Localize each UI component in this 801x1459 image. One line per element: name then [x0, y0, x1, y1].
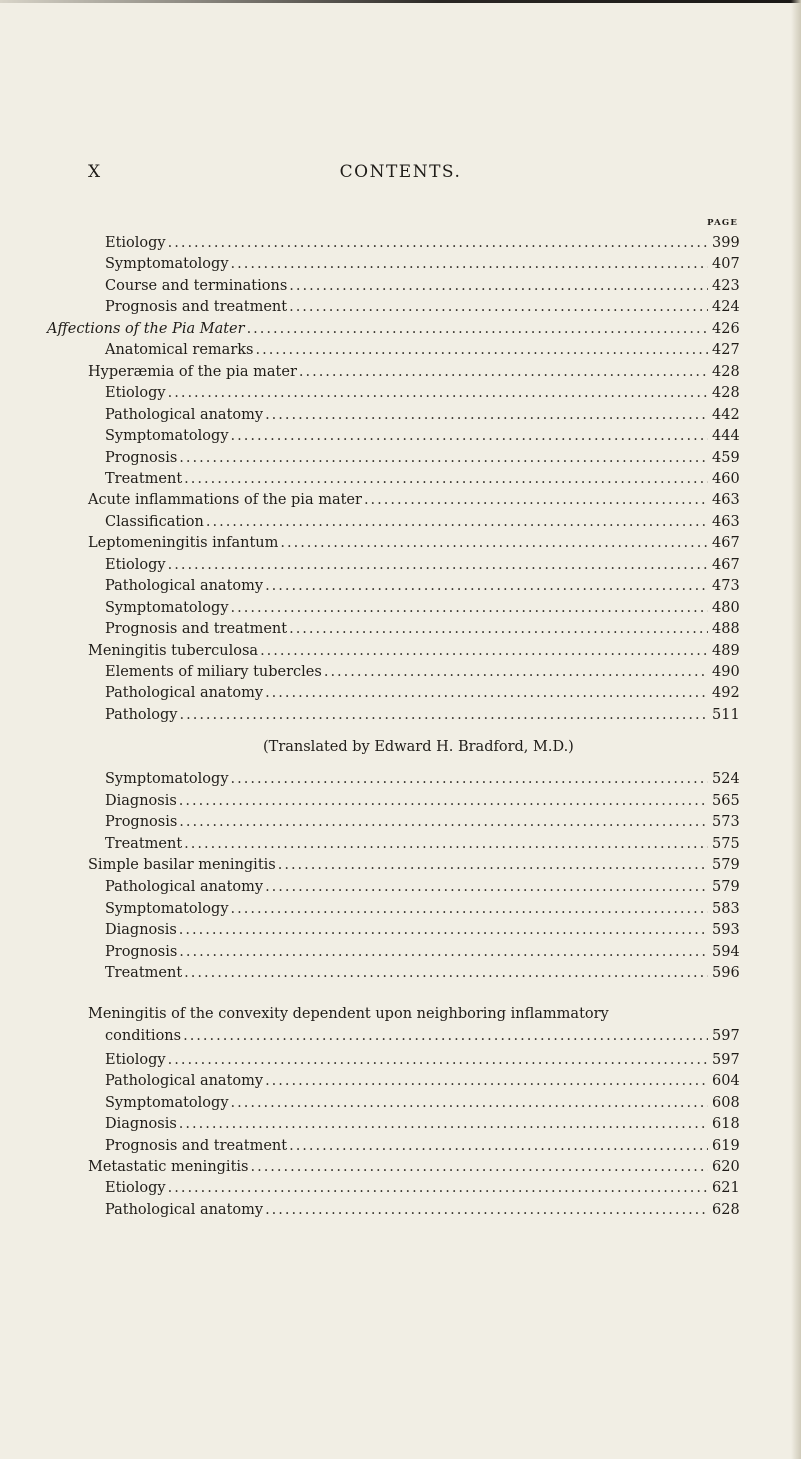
- toc-entry-page: 573: [712, 814, 740, 831]
- toc-entry-label: Symptomatology: [105, 900, 229, 917]
- dot-leader: [231, 898, 708, 920]
- toc-entry: [105, 941, 738, 963]
- dot-leader: [168, 232, 708, 254]
- dot-leader: [180, 704, 709, 726]
- toc-entry-label: Acute inflammations of the pia mater: [88, 492, 362, 509]
- toc-entry: [105, 1070, 738, 1092]
- toc-entry: [105, 296, 738, 318]
- toc-entry: [105, 404, 738, 426]
- dot-leader: [179, 1113, 708, 1135]
- page-top-edge: [0, 0, 801, 3]
- toc-entry: [105, 253, 738, 275]
- toc-entry-page: 463: [712, 492, 740, 509]
- toc-entry-page: 463: [712, 513, 740, 530]
- toc-entry-page: 593: [712, 922, 740, 939]
- toc-entry-page: 460: [712, 470, 740, 487]
- toc-entry-page: 628: [712, 1201, 740, 1218]
- toc-entry: [105, 704, 738, 726]
- toc-entry: [105, 275, 738, 297]
- dot-leader: [289, 618, 708, 640]
- dot-leader: [231, 253, 708, 275]
- toc-entry-label: Hyperæmia of the pia mater: [88, 363, 297, 380]
- toc-entry: [105, 447, 738, 469]
- toc-entry: [105, 554, 738, 576]
- toc-entry-page: 524: [712, 771, 740, 787]
- toc-entry: [105, 425, 738, 447]
- toc-entry: [105, 962, 738, 984]
- dot-leader: [265, 682, 708, 704]
- toc-entry-page: 399: [712, 235, 740, 251]
- toc-entry-label: Etiology: [105, 1180, 166, 1197]
- toc-entry-label: Symptomatology: [105, 771, 229, 787]
- toc-entry-page: 407: [712, 256, 740, 273]
- dot-leader: [265, 404, 708, 426]
- toc-entry-label: Course and terminations: [105, 277, 288, 294]
- toc-entry-page: 459: [712, 449, 740, 466]
- toc-entry-page: 621: [712, 1180, 740, 1197]
- toc-entry-label: Symptomatology: [105, 1094, 229, 1111]
- toc-entry: [105, 339, 738, 361]
- dot-leader: [265, 876, 708, 898]
- dot-leader: [255, 339, 708, 361]
- toc-entry-label: Pathological anatomy: [105, 578, 264, 595]
- dot-leader: [168, 1049, 708, 1071]
- translator-note: (Translated by Edward H. Bradford, M.D.): [263, 739, 574, 755]
- toc-entry: [105, 898, 738, 920]
- dot-leader: [265, 1070, 708, 1092]
- toc-entry-page: 424: [712, 299, 740, 316]
- toc-entry-label: Pathology: [105, 706, 178, 723]
- page-header: [0, 162, 801, 192]
- toc-entry-page: 620: [712, 1159, 740, 1175]
- toc-entry: [88, 854, 738, 876]
- toc-entry-page: 597: [712, 1028, 740, 1044]
- toc-entry-label: Etiology: [105, 556, 166, 573]
- toc-entry-page: 428: [712, 363, 740, 380]
- toc-entry-page: 583: [712, 900, 740, 917]
- toc-entry: [105, 876, 738, 898]
- dot-leader: [179, 790, 708, 812]
- toc-entry-label: Classification: [105, 513, 204, 530]
- dot-leader: [250, 1156, 708, 1178]
- toc-entry: [105, 811, 738, 833]
- dot-leader: [184, 962, 708, 984]
- dot-leader: [184, 833, 708, 855]
- toc-entry-label: Pathological anatomy: [105, 406, 264, 423]
- toc-entry-page: 480: [712, 599, 740, 616]
- toc-entry-page: 511: [712, 706, 740, 723]
- toc-entry-label: Treatment: [105, 835, 183, 852]
- toc-entry-page: 467: [712, 535, 740, 552]
- toc-entry: [105, 1092, 738, 1114]
- toc-entry-label: conditions: [105, 1028, 182, 1044]
- dot-leader: [278, 854, 708, 876]
- toc-entry-page: 604: [712, 1073, 740, 1090]
- dot-leader: [265, 1199, 708, 1221]
- toc-entry-label: Diagnosis: [105, 792, 177, 809]
- toc-entry-page: 490: [712, 664, 740, 680]
- toc-entry: [105, 232, 738, 254]
- toc-entry-label: Elements of miliary tubercles: [105, 664, 322, 680]
- toc-entry-page: 608: [712, 1094, 740, 1111]
- toc-entry: [105, 382, 738, 404]
- toc-entry-label: Prognosis and treatment: [105, 621, 288, 638]
- toc-entry-label: Diagnosis: [105, 922, 177, 939]
- toc-entry: [105, 1199, 738, 1221]
- toc-entry-page: 579: [712, 879, 740, 895]
- toc-entry: [105, 1177, 738, 1199]
- toc-entry: [105, 661, 738, 683]
- toc-entry-page: 467: [712, 556, 740, 573]
- toc-entry-label: Symptomatology: [105, 256, 229, 273]
- dot-leader: [260, 640, 708, 662]
- dot-leader: [289, 275, 708, 297]
- toc-entry-label: Etiology: [105, 1052, 166, 1068]
- toc-entry: [105, 618, 738, 640]
- toc-entry-label: Meningitis tuberculosa: [88, 642, 259, 659]
- toc-entry-label: Etiology: [105, 385, 166, 402]
- dot-leader: [184, 468, 708, 490]
- toc-entry-page: 565: [712, 792, 740, 809]
- toc-entry-page: 619: [712, 1137, 740, 1154]
- toc-entry: [88, 361, 738, 383]
- toc-entry-page: 442: [712, 406, 740, 423]
- toc-entry-page: 489: [712, 642, 740, 659]
- toc-entry-label: Pathological anatomy: [105, 1073, 264, 1090]
- toc-entry-page: 597: [712, 1052, 740, 1068]
- dot-leader: [183, 1025, 708, 1047]
- dot-leader: [247, 318, 708, 340]
- toc-entry: [105, 790, 738, 812]
- toc-entry-page: 594: [712, 943, 740, 960]
- dot-leader: [179, 941, 708, 963]
- toc-entry: [88, 489, 738, 511]
- toc-entry-label: Symptomatology: [105, 599, 229, 616]
- toc-entry: [105, 919, 738, 941]
- dot-leader: [364, 489, 708, 511]
- toc-entry-page: 426: [712, 320, 740, 337]
- toc-entry-label: Prognosis and treatment: [105, 1137, 288, 1154]
- dot-leader: [265, 575, 708, 597]
- toc-entry: [88, 640, 738, 662]
- toc-entry-label: Etiology: [105, 235, 166, 251]
- dot-leader: [231, 597, 708, 619]
- page-right-edge: [791, 0, 801, 1459]
- toc-entry-page: 596: [712, 965, 740, 982]
- page-number: X: [88, 162, 102, 182]
- toc-entry-label: Prognosis: [105, 943, 178, 960]
- toc-entry-page: 423: [712, 277, 740, 294]
- dot-leader: [280, 532, 708, 554]
- toc-entry: [105, 575, 738, 597]
- dot-leader: [179, 811, 708, 833]
- toc-entry: [105, 1049, 738, 1071]
- dot-leader: [168, 382, 708, 404]
- toc-entry-label: Anatomical remarks: [105, 342, 254, 359]
- toc-entry: [88, 1156, 738, 1178]
- toc-entry-label: Prognosis and treatment: [105, 299, 288, 316]
- toc-entry-label: Symptomatology: [105, 428, 229, 445]
- toc-entry-page: 579: [712, 857, 740, 874]
- dot-leader: [289, 1135, 708, 1157]
- toc-entry: [105, 682, 738, 704]
- toc-entry-page: 618: [712, 1116, 740, 1133]
- toc-entry-label: Pathological anatomy: [105, 879, 264, 895]
- dot-leader: [231, 1092, 708, 1114]
- toc-entry: [105, 1113, 738, 1135]
- toc-entry-page: 488: [712, 621, 740, 638]
- toc-entry-label: Prognosis: [105, 814, 178, 831]
- dot-leader: [231, 768, 708, 790]
- toc-entry-page: 444: [712, 428, 740, 445]
- toc-entry-label: Leptomeningitis infantum: [88, 535, 279, 552]
- toc-entry-label: Pathological anatomy: [105, 685, 264, 702]
- toc-entry: [105, 768, 738, 790]
- dot-leader: [289, 296, 708, 318]
- toc-entry: [105, 468, 738, 490]
- toc-entry-page: 473: [712, 578, 740, 595]
- dot-leader: [299, 361, 708, 383]
- toc-entry: [105, 511, 738, 533]
- dot-leader: [168, 554, 708, 576]
- dot-leader: [179, 447, 708, 469]
- toc-entry-label: Treatment: [105, 470, 183, 487]
- page-column-label: PAGE: [707, 218, 738, 228]
- toc-entry: [105, 833, 738, 855]
- convexity-entry-line1: Meningitis of the convexity dependent upon neighboring inflammatory: [88, 1006, 609, 1022]
- convexity-entry: [105, 1025, 738, 1047]
- toc-entry-page: 575: [712, 835, 740, 852]
- toc-entry-label: Simple basilar meningitis: [88, 857, 276, 874]
- toc-entry-label: Treatment: [105, 965, 183, 982]
- dot-leader: [231, 425, 708, 447]
- toc-entry: [105, 1135, 738, 1157]
- toc-entry-page: 427: [712, 342, 740, 359]
- toc-entry-label: Diagnosis: [105, 1116, 177, 1133]
- toc-entry-label: Pathological anatomy: [105, 1201, 264, 1218]
- dot-leader: [206, 511, 708, 533]
- toc-entry-label: Prognosis: [105, 449, 178, 466]
- dot-leader: [168, 1177, 708, 1199]
- toc-entry-label: Affections of the Pia Mater: [47, 320, 245, 337]
- toc-entry-page: 428: [712, 385, 740, 402]
- toc-entry-page: 492: [712, 685, 740, 702]
- toc-entry: [47, 318, 738, 340]
- page-title: CONTENTS.: [339, 162, 462, 182]
- dot-leader: [179, 919, 708, 941]
- toc-entry: [88, 532, 738, 554]
- dot-leader: [324, 661, 708, 683]
- toc-entry: [105, 597, 738, 619]
- toc-entry-label: Metastatic meningitis: [88, 1159, 249, 1175]
